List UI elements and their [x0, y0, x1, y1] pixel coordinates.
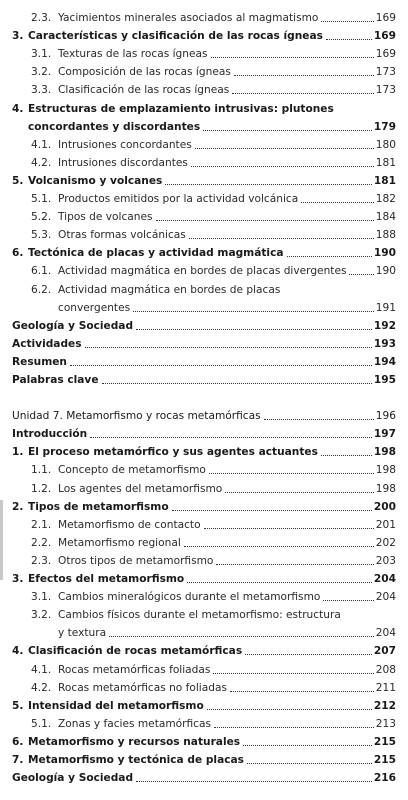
entry-number: 2. — [12, 500, 24, 513]
toc-entry — [12, 735, 396, 749]
toc-entry — [31, 210, 396, 224]
entry-page-number: 194 — [373, 355, 396, 368]
entry-number: 3.1. — [31, 591, 52, 604]
unit-title — [12, 409, 261, 423]
entry-page-number: 193 — [373, 337, 396, 350]
toc-entry — [12, 753, 396, 767]
entry-title: Otros tipos de metamorfismo — [58, 554, 214, 567]
dot-leader — [156, 220, 374, 221]
entry-number: 2.3. — [31, 554, 52, 567]
entry-page-number: 202 — [375, 536, 396, 549]
dot-leader — [90, 437, 372, 438]
dot-leader — [245, 654, 372, 655]
entry-title: Introducción — [12, 428, 88, 441]
entry-number: 2.1. — [31, 518, 52, 531]
entry-title: Tectónica de placas y actividad magmática — [28, 247, 284, 260]
dot-leader — [207, 709, 372, 710]
toc-entry — [12, 771, 396, 785]
dot-leader — [349, 274, 373, 275]
entry-title: Intrusiones discordantes — [58, 156, 188, 169]
entry-page-number: 180 — [375, 138, 396, 151]
toc-entry — [12, 319, 396, 333]
entry-title: Intrusiones concordantes — [58, 138, 192, 151]
entry-page-number: 173 — [375, 84, 396, 97]
toc-entry — [12, 246, 396, 260]
entry-title: Actividad magmática en bordes de placas divergentes — [58, 265, 347, 278]
dot-leader — [109, 636, 374, 637]
entry-number: 4.2. — [31, 156, 52, 169]
entry-page-number: 198 — [375, 482, 396, 495]
dot-leader — [321, 455, 372, 456]
entry-page-number: 188 — [375, 229, 396, 242]
entry-number: 3.2. — [31, 609, 52, 622]
entry-title: Texturas de las rocas ígneas — [58, 48, 208, 61]
entry-page-number: 169 — [375, 12, 396, 24]
entry-page-number: 201 — [375, 518, 396, 531]
entry-page-number: 198 — [373, 446, 396, 459]
toc-entry — [12, 355, 396, 369]
entry-title: Tipos de volcanes — [58, 211, 153, 224]
entry-title: Concepto de metamorfismo — [58, 464, 206, 477]
entry-title: Metamorfismo y recursos naturales — [28, 735, 241, 748]
entry-page-number: 169 — [373, 30, 396, 43]
dot-leader — [191, 166, 374, 167]
toc-entry — [31, 138, 396, 152]
entry-title-continuation: y textura — [58, 627, 107, 640]
entry-number: 2.3. — [31, 12, 52, 24]
entry-number: 7. — [12, 754, 24, 766]
entry-title: Cambios físicos durante el metamorfismo: estructura — [58, 609, 341, 622]
dot-leader — [264, 419, 374, 420]
entry-page-number: 203 — [375, 554, 396, 567]
toc-entry — [31, 590, 396, 604]
dot-leader — [165, 184, 372, 185]
dot-leader — [326, 39, 372, 40]
entry-title: Volcanismo y volcanes — [28, 174, 163, 187]
entry-number: 4.2. — [31, 681, 52, 694]
toc-entry — [31, 554, 396, 568]
entry-title: Estructuras de emplazamiento intrusivas: plutones — [28, 102, 334, 115]
toc-entry — [31, 228, 396, 242]
toc-entry — [31, 83, 396, 97]
unit-name: Metamorfismo y rocas metamórficas — [66, 410, 261, 423]
dot-leader — [102, 383, 372, 384]
dot-leader — [234, 75, 374, 76]
entry-title: Geología y Sociedad — [12, 772, 134, 785]
entry-title: Geología y Sociedad — [12, 319, 134, 332]
entry-title: Tipos de metamorfismo — [28, 500, 169, 513]
entry-page-number: 173 — [375, 66, 396, 79]
toc-entry — [31, 681, 396, 695]
toc-entry — [31, 536, 396, 550]
entry-number: 5.1. — [31, 193, 52, 205]
entry-title: Efectos del metamorfismo — [28, 573, 185, 585]
dot-leader — [287, 256, 372, 257]
entry-page-number: 204 — [375, 591, 396, 604]
entry-page-number: 216 — [373, 772, 396, 785]
entry-title: Metamorfismo de contacto — [58, 518, 201, 531]
entry-title: Los agentes del metamorfismo — [58, 482, 223, 495]
toc-entry — [12, 572, 396, 586]
toc-entry — [12, 644, 396, 658]
entry-number: 6.2. — [31, 283, 52, 296]
entry-page-number: 215 — [373, 754, 396, 766]
entry-page-number: 179 — [373, 120, 396, 133]
entry-title: Intensidad del metamorfismo — [28, 699, 204, 712]
entry-page-number: 184 — [375, 211, 396, 224]
entry-page-number: 204 — [375, 627, 396, 640]
entry-page-number: 211 — [375, 681, 396, 694]
dot-leader — [232, 93, 374, 94]
toc-entry — [31, 192, 396, 206]
dot-leader — [204, 528, 374, 529]
entry-title: Actividades — [12, 337, 82, 350]
entry-title: Clasificación de las rocas ígneas — [58, 84, 230, 97]
entry-page-number: 181 — [375, 156, 396, 169]
entry-number: 3. — [12, 573, 24, 585]
toc-entry — [12, 445, 396, 459]
entry-page-number: 192 — [373, 319, 396, 332]
dot-leader — [301, 202, 374, 203]
entry-page-number: 195 — [373, 374, 396, 386]
dot-leader — [230, 691, 374, 692]
dot-leader — [323, 600, 373, 601]
entry-title: Rocas metamórficas no foliadas — [58, 681, 227, 694]
entry-title: Palabras clave — [12, 374, 99, 386]
toc-entry-continuation — [28, 120, 396, 134]
entry-title-continuation: concordantes y discordantes — [28, 120, 201, 133]
entry-page-number: 190 — [373, 247, 396, 260]
toc-entry-continuation — [58, 626, 396, 640]
toc-entry — [31, 463, 396, 477]
entry-number: 5.2. — [31, 211, 52, 224]
entry-title: Otras formas volcánicas — [58, 229, 186, 242]
dot-leader — [321, 21, 373, 22]
entry-page-number: 190 — [375, 265, 396, 278]
entry-page-number: 191 — [375, 301, 396, 314]
entry-title: Cambios mineralógicos durante el metamorfismo — [58, 591, 321, 604]
toc-entry — [31, 11, 396, 25]
toc-entry — [12, 699, 396, 713]
toc-entry-continuation — [58, 301, 396, 315]
entry-number: 3.2. — [31, 66, 52, 79]
dot-leader — [184, 546, 374, 547]
entry-number: 6.1. — [31, 265, 52, 278]
entry-title: Metamorfismo y tectónica de placas — [28, 754, 244, 766]
entry-title: Resumen — [12, 355, 67, 368]
toc-entry — [12, 29, 396, 43]
entry-title: Zonas y facies metamórficas — [58, 717, 212, 730]
toc-entry — [12, 337, 396, 351]
entry-number: 1.1. — [31, 464, 52, 477]
entry-number: 6. — [12, 735, 24, 748]
dot-leader — [85, 347, 372, 348]
toc-entry — [12, 102, 396, 116]
entry-page-number: 181 — [373, 174, 396, 187]
dot-leader — [133, 311, 374, 312]
entry-number: 5.3. — [31, 229, 52, 242]
dot-leader — [70, 365, 372, 366]
toc-entry — [12, 500, 396, 514]
dot-leader — [136, 329, 372, 330]
entry-page-number: 207 — [373, 645, 396, 658]
entry-page-number: 213 — [375, 717, 396, 730]
entry-number: 1. — [12, 446, 24, 459]
unit-label: Unidad 7. — [12, 410, 63, 423]
entry-page-number: 197 — [373, 428, 396, 441]
dot-leader — [247, 763, 372, 764]
entry-number: 4.1. — [31, 138, 52, 151]
toc-entry — [12, 373, 396, 387]
page-edge-shadow — [0, 500, 3, 580]
entry-number: 5.1. — [31, 717, 52, 730]
toc-entry — [31, 264, 396, 278]
dot-leader — [214, 727, 374, 728]
dot-leader — [209, 473, 374, 474]
entry-number: 4. — [12, 102, 24, 115]
toc-entry — [31, 47, 396, 61]
dot-leader — [243, 745, 372, 746]
entry-page-number: 204 — [373, 573, 396, 585]
toc-entry — [31, 482, 396, 496]
dot-leader — [136, 781, 372, 782]
entry-number: 3.3. — [31, 84, 52, 97]
entry-title: Metamorfismo regional — [58, 536, 181, 549]
entry-number: 5. — [12, 174, 24, 187]
dot-leader — [189, 238, 374, 239]
entry-title: Características y clasificación de las rocas ígneas — [28, 30, 323, 43]
toc-entry — [31, 65, 396, 79]
entry-page-number: 182 — [375, 193, 396, 205]
entry-title: Productos emitidos por la actividad volcánica — [58, 193, 299, 205]
toc-entry — [31, 663, 396, 677]
dot-leader — [203, 130, 372, 131]
entry-page-number: 198 — [375, 464, 396, 477]
dot-leader — [216, 564, 373, 565]
entry-page-number: 215 — [373, 735, 396, 748]
unit-heading — [12, 409, 396, 423]
entry-number: 1.2. — [31, 482, 52, 495]
entry-page-number: 208 — [375, 663, 396, 676]
dot-leader — [225, 492, 373, 493]
toc-entry — [31, 518, 396, 532]
entry-page-number: 200 — [373, 500, 396, 513]
entry-title: Composición de las rocas ígneas — [58, 66, 231, 79]
entry-number: 6. — [12, 247, 24, 260]
toc-entry — [31, 608, 396, 622]
entry-title: Rocas metamórficas foliadas — [58, 663, 211, 676]
entry-page-number: 169 — [375, 48, 396, 61]
entry-number: 3.1. — [31, 48, 52, 61]
entry-page-number: 212 — [373, 699, 396, 712]
entry-title: Yacimientos minerales asociados al magmatismo — [58, 12, 319, 24]
toc-entry — [31, 283, 396, 297]
entry-number: 3. — [12, 30, 24, 43]
dot-leader — [187, 582, 372, 583]
toc-entry — [31, 717, 396, 731]
entry-title-continuation: convergentes — [58, 301, 131, 314]
entry-title: Actividad magmática en bordes de placas — [58, 283, 281, 296]
entry-number: 4. — [12, 645, 24, 658]
toc-entry — [31, 156, 396, 170]
entry-title: El proceso metamórfico y sus agentes actuantes — [28, 446, 318, 459]
toc-entry — [12, 174, 396, 188]
dot-leader — [213, 673, 373, 674]
dot-leader — [195, 148, 374, 149]
entry-number: 5. — [12, 699, 24, 712]
entry-title: Clasificación de rocas metamórficas — [28, 645, 243, 658]
toc-entry — [12, 427, 396, 441]
entry-number: 4.1. — [31, 663, 52, 676]
dot-leader — [172, 510, 372, 511]
entry-page-number: 196 — [375, 410, 396, 423]
entry-number: 2.2. — [31, 536, 52, 549]
dot-leader — [211, 57, 374, 58]
